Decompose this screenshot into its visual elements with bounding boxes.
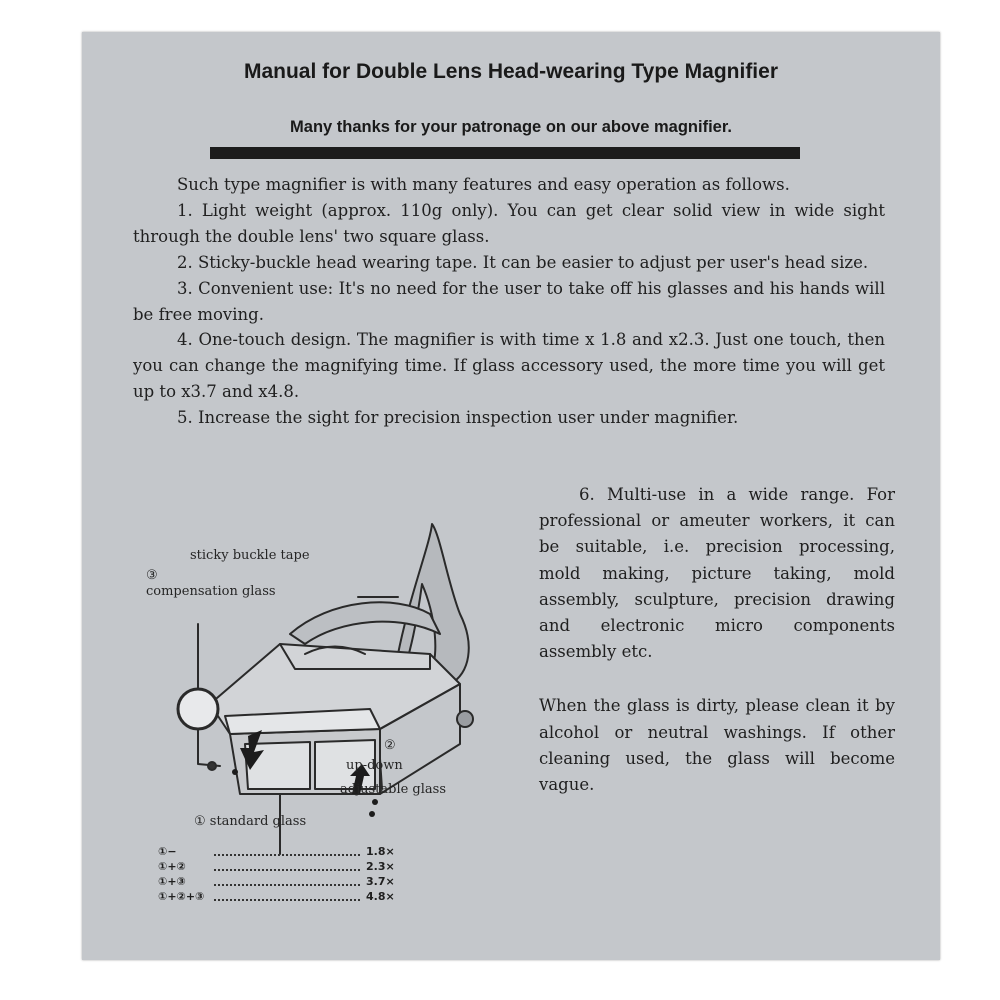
- legend-leader-dots: [214, 848, 360, 856]
- legend-combo: ①+②+③: [158, 890, 205, 903]
- feature-5: 5. Increase the sight for precision inspection user under magnifier.: [177, 408, 739, 428]
- label-compensation-number: ③: [146, 568, 158, 583]
- compensation-loupe: [178, 689, 218, 729]
- legend-combo: ①+③: [158, 875, 186, 888]
- legend-leader-dots: [214, 863, 360, 871]
- legend-leader-dots: [214, 878, 360, 886]
- side-knob: [457, 711, 473, 727]
- strap-band: [290, 602, 440, 644]
- label-updown-1: up-down: [346, 758, 403, 773]
- label-standard-glass: ① standard glass: [194, 814, 307, 829]
- feature-4: 4. One-touch design. The magnifier is with time x 1.8 and x2.3. Just one touch, then you can change the magnifying time. If glass accessory used, the more time you will get up to x3.7 and x4.8.: [133, 330, 885, 402]
- legend-value: 4.8×: [366, 890, 395, 903]
- legend-row: [158, 889, 488, 904]
- right-column: [539, 482, 895, 798]
- feature-2: 2. Sticky-buckle head wearing tape. It can be easier to adjust per user's head size.: [177, 252, 869, 272]
- label-sticky-buckle-tape: sticky buckle tape: [190, 548, 310, 563]
- legend-value: 2.3×: [366, 860, 395, 873]
- document-subtitle: Many thanks for your patronage on our above magnifier.: [290, 118, 732, 136]
- magnification-legend: [158, 844, 488, 904]
- title-rule: [210, 147, 800, 159]
- legend-row: [158, 859, 488, 874]
- cleaning-paragraph: When the glass is dirty, please clean it by alcohol or neutral washings. If other cleaning used, the glass will become vague.: [539, 696, 895, 795]
- body-text: [133, 172, 885, 431]
- feature-3: 3. Convenient use: It's no need for the user to take off his glasses and his hands will be free moving.: [133, 278, 885, 324]
- label-updown-2: adjustable glass: [340, 782, 446, 797]
- legend-row: [158, 874, 488, 889]
- legend-value: 3.7×: [366, 875, 395, 888]
- feature-1: 1. Light weight (approx. 110g only). You can get clear solid view in wide sight through the double lens' two square glass.: [133, 200, 885, 246]
- legend-row: [158, 844, 488, 859]
- manual-sheet: [82, 32, 940, 960]
- label-updown-number: ②: [384, 738, 396, 753]
- legend-value: 1.8×: [366, 845, 395, 858]
- intro-paragraph: Such type magnifier is with many features and easy operation as follows.: [177, 175, 790, 194]
- legend-leader-dots: [214, 893, 360, 901]
- legend-combo: ①−: [158, 845, 177, 858]
- label-compensation-glass: compensation glass: [146, 584, 276, 599]
- document-title: Manual for Double Lens Head-wearing Type Magnifier: [243, 60, 778, 83]
- feature-6: 6. Multi-use in a wide range. For professional or ameuter workers, it can be suitable, i.e. precision processing, mold making, picture taking, mold assembly, sculpture, precision drawing and electronic micro components assembly etc.: [539, 485, 895, 662]
- legend-combo: ①+②: [158, 860, 186, 873]
